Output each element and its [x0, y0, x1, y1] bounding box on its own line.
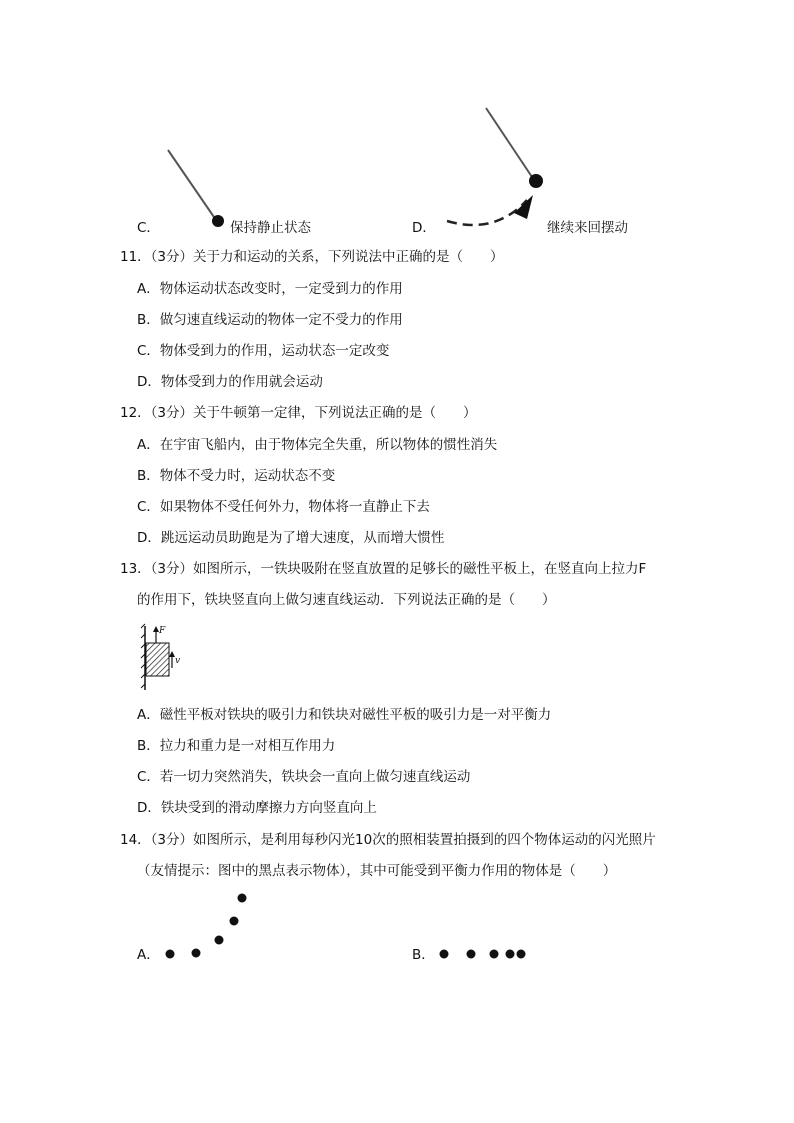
question-11-option-a: A．物体运动状态改变时，一定受到力的作用	[137, 281, 403, 297]
question-13-option-d: D．铁块受到的滑动摩擦力方向竖直向上	[137, 800, 377, 816]
question-12-option-c: C．如果物体不受任何外力，物体将一直静止下去	[137, 499, 430, 515]
flash-photo-a	[166, 894, 247, 959]
question-11-stem: 11．（3分）关于力和运动的关系，下列说法中正确的是（ ）	[120, 249, 504, 265]
option-d-caption: 继续来回摆动	[547, 220, 628, 236]
question-13-option-b: B．拉力和重力是一对相互作用力	[137, 738, 336, 754]
object-dot	[517, 950, 526, 959]
object-dot	[467, 950, 476, 959]
force-label: F	[159, 626, 166, 636]
object-dot	[506, 950, 515, 959]
object-dot	[490, 950, 499, 959]
question-11-option-d: D．物体受到力的作用就会运动	[137, 374, 323, 390]
object-dot	[230, 917, 239, 926]
object-dot	[192, 949, 201, 958]
option-c-letter: C．	[137, 220, 160, 236]
question-12-option-a: A．在宇宙飞船内，由于物体完全失重，所以物体的惯性消失	[137, 437, 498, 453]
object-dot	[440, 950, 449, 959]
question-13-option-a: A．磁性平板对铁块的吸引力和铁块对磁性平板的吸引力是一对平衡力	[137, 707, 552, 723]
question-14-option-a-letter: A．	[137, 947, 160, 963]
question-11-option-c: C．物体受到力的作用，运动状态一定改变	[137, 343, 390, 359]
object-dot	[215, 936, 224, 945]
option-d-letter: D．	[412, 220, 436, 236]
question-14-stem-line1: 14．（3分）如图所示，是利用每秒闪光10次的照相装置拍摄到的四个物体运动的闪光照片	[120, 832, 656, 848]
question-12-stem: 12．（3分）关于牛顿第一定律，下列说法正确的是（ ）	[120, 405, 477, 421]
question-13-stem-line1: 13．（3分）如图所示，一铁块吸附在竖直放置的足够长的磁性平板上，在竖直向上拉力F	[120, 561, 647, 577]
option-c-caption: 保持静止状态	[230, 220, 311, 236]
question-14-option-b-letter: B．	[412, 947, 435, 963]
velocity-label: v	[175, 656, 181, 666]
object-dot	[238, 894, 247, 903]
question-13-option-c: C．若一切力突然消失，铁块会一直向上做匀速直线运动	[137, 769, 471, 785]
object-dot	[166, 950, 175, 959]
question-12-option-b: B．物体不受力时，运动状态不变	[137, 468, 336, 484]
flash-photo-b	[440, 950, 526, 959]
question-11-option-b: B．做匀速直线运动的物体一定不受力的作用	[137, 312, 403, 328]
question-13-stem-line2: 的作用下，铁块竖直向上做匀速直线运动．下列说法正确的是（ ）	[137, 592, 556, 608]
question-14-stem-line2: （友情提示：图中的黑点表示物体），其中可能受到平衡力作用的物体是（ ）	[137, 863, 617, 879]
question-12-option-d: D．跳远运动员助跑是为了增大速度，从而增大惯性	[137, 530, 445, 546]
